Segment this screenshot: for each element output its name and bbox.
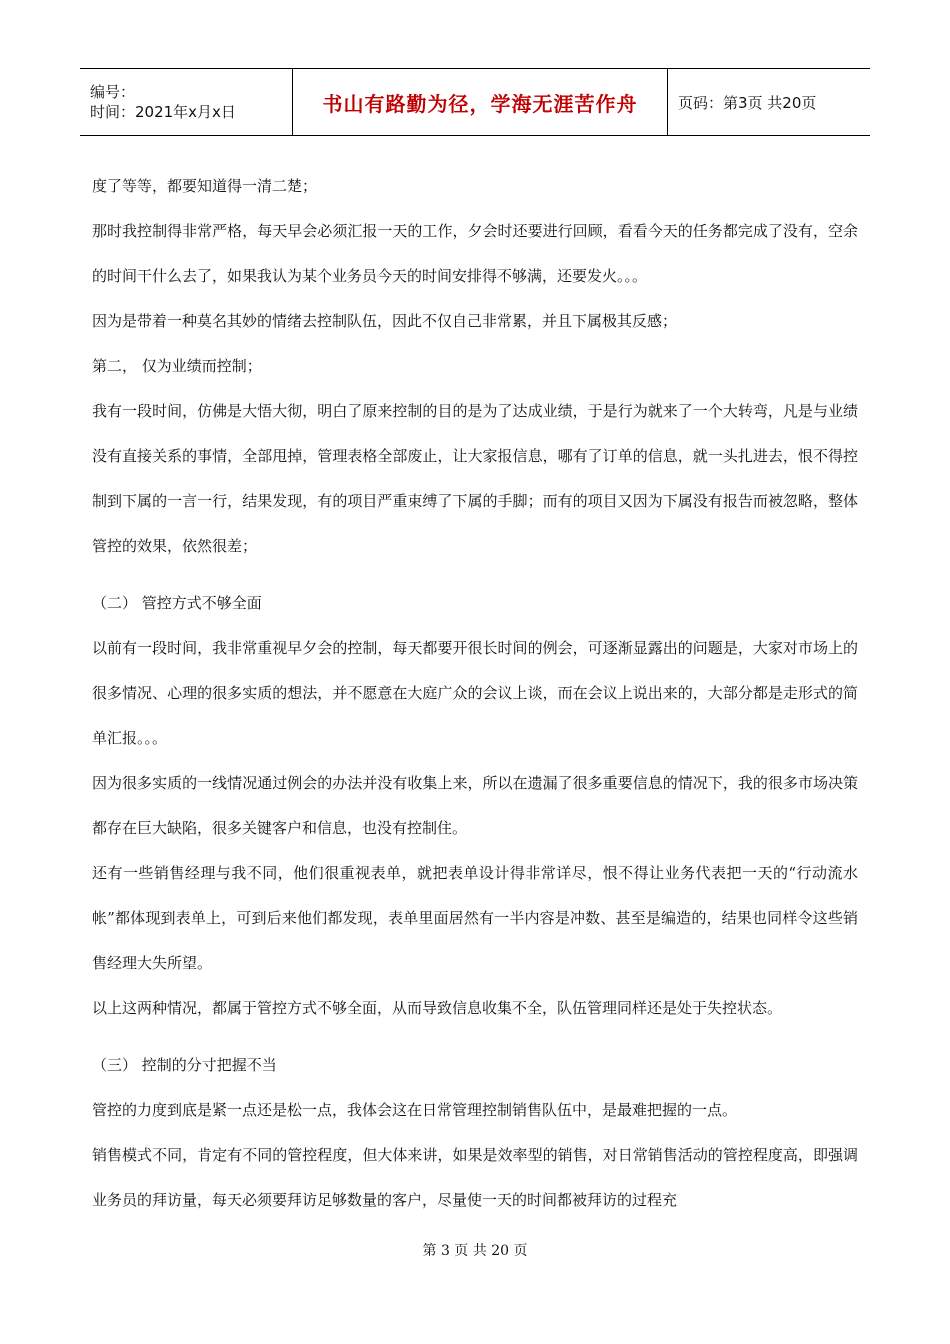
spacer [92,569,858,581]
spacer [92,1031,858,1043]
section-heading: （二） 管控方式不够全面 [92,594,262,612]
paragraph: 管控的力度到底是紧一点还是松一点，我体会这在日常管理控制销售队伍中，是最难把握的一点。 [92,1101,738,1119]
paragraph: 我有一段时间，仿佛是大悟大彻，明白了原来控制的目的是为了达成业绩，于是行为就来了一个大转弯，凡是与业绩没有直接关系的事情，全部甩掉，管理表格全部废止，让大家报信息，哪有了订单的信息，就一头扎进去，恨不得控制到下属的一言一行，结果发现，有的项目严重束缚了下属的手脚；而有的项目又因为下属没有报告而被忽略，整体管控的效果，依然很差； [92,402,858,555]
page-info: 页码：第3页 共20页 [678,93,817,112]
header-meta-cell [80,69,293,136]
paragraph: 因为是带着一种莫名其妙的情绪去控制队伍，因此不仅自己非常累，并且下属极其反感； [92,312,678,330]
section-heading: （三） 控制的分寸把握不当 [92,1056,277,1074]
number-label: 编号： [90,83,136,101]
paragraph: 以前有一段时间，我非常重视早夕会的控制，每天都要开很长时间的例会，可逐渐显露出的问题是，大家对市场上的很多情况、心理的很多实质的想法，并不愿意在大庭广众的会议上谈，而在会议上说出来的，大部分都是走形式的简单汇报。。。 [92,639,858,747]
paragraph: 销售模式不同，肯定有不同的管控程度，但大体来讲，如果是效率型的销售，对日常销售活动的管控程度高，即强调业务员的拜访量，每天必须要拜访足够数量的客户，尽量使一天的时间都被拜访的过程充 [92,1146,858,1209]
page-footer: 第 3 页 共 20 页 [422,1243,528,1259]
paragraph: 还有一些销售经理与我不同，他们很重视表单，就把表单设计得非常详尽，恨不得让业务代表把一天的“行动流水帐”都体现到表单上，可到后来他们都发现，表单里面居然有一半内容是冲数、甚至是编造的，结果也同样令这些销售经理大失所望。 [92,864,858,972]
paragraph: 第二， 仅为业绩而控制； [92,357,262,375]
header-motto-cell [293,69,668,136]
document-body [92,164,858,1223]
paragraph: 因为很多实质的一线情况通过例会的办法并没有收集上来，所以在遗漏了很多重要信息的情况下，我的很多市场决策都存在巨大缺陷，很多关键客户和信息，也没有控制住。 [92,774,858,837]
paragraph: 那时我控制得非常严格，每天早会必须汇报一天的工作，夕会时还要进行回顾，看看今天的任务都完成了没有，空余的时间干什么去了，如果我认为某个业务员今天的时间安排得不够满，还要发火。。。 [92,222,858,285]
paragraph: 以上这两种情况，都属于管控方式不够全面，从而导致信息收集不全，队伍管理同样还是处于失控状态。 [92,999,783,1017]
document-header [80,68,870,136]
paragraph: 度了等等，都要知道得一清二楚； [92,177,318,195]
time-label: 时间：2021年x月x日 [90,103,236,121]
header-page-cell [668,69,871,136]
motto-text: 书山有路勤为径，学海无涯苦作舟 [322,91,638,116]
